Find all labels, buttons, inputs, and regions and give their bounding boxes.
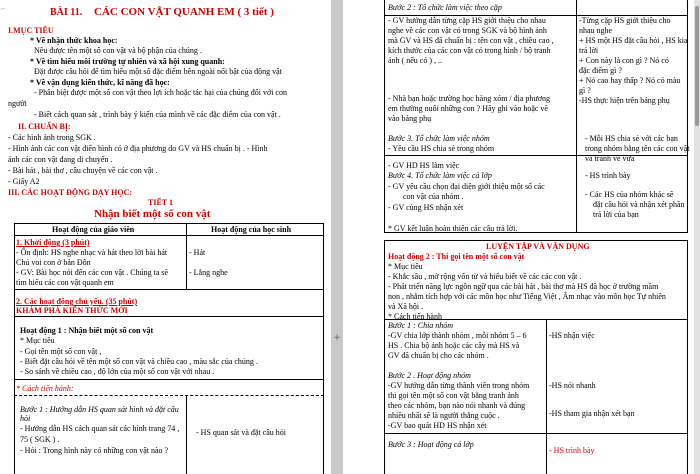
a2-step-2-teacher-line: -GV hướng dẫn từng thành viên trong nhóm [388, 381, 530, 390]
prep-item: - Hình ảnh các con vật điển hình có ở địa phương do GV và HS chuẩn bị . - Hình [8, 144, 268, 153]
a2-step-2-student-line: -HS tham gia nhận xét bạn [549, 409, 635, 418]
step-4-teacher-line: con vật của nhóm . [403, 192, 464, 201]
a2-step-2-student-line: -HS nói nhanh [549, 381, 596, 390]
objectives-heading: I.MỤC TIÊU [8, 26, 54, 35]
step-4-student-line: trả lời của bạn [593, 210, 639, 219]
activity-2-goal: - Phát triển năng lực ngôn ngữ qua các bài hát , bài thơ mà HS đã học ở trường mầm [388, 282, 659, 291]
table-row-divider [14, 235, 324, 236]
step-2-student-line: đặc điểm gì ? [579, 66, 622, 75]
a2-step-2-teacher-line: nhiều nhất sẽ là người thắng cuộc . [388, 411, 500, 420]
a2-step-1-student-line: -HS nhận việc [549, 331, 595, 340]
activity-1-goal-label: * Mục tiêu [20, 336, 55, 345]
add-page-icon[interactable]: + [333, 333, 341, 343]
table-row-divider [14, 395, 324, 396]
document-page-right [343, 0, 700, 474]
activities-heading: III. CÁC HOẠT ĐỘNG DẠY HỌC: [8, 188, 133, 197]
step-2-teacher-line: mà GV và HS đã chuẩn bị : tên con vật , chiều cao , [388, 36, 554, 45]
activity-2-goal: non , nhằm tích hợp với các môn học như Tiếng Việt , Âm nhạc vào môn học Tự nhiên [388, 292, 666, 301]
step-3-teacher-line: - GV HD HS làm việc [388, 161, 460, 170]
table-column-divider [186, 223, 187, 289]
a2-step-3-student-line: - HS trình bày [549, 446, 595, 455]
table-row-divider [14, 316, 324, 317]
table-column-divider [546, 319, 547, 474]
table-column-divider [186, 395, 187, 474]
step-4-teacher-line: - GV yêu cầu chọn đại diện giới thiệu một số các [388, 182, 545, 191]
table-column-divider [576, 0, 577, 233]
a2-step-1-teacher-line: -GV chia lớp thành nhóm , mỗi nhóm 5 – 6 [388, 331, 527, 340]
step-4-teacher-line: - GV cùng HS nhận xét [388, 203, 464, 212]
step-2-student-line: -Từng cặp HS giới thiệu cho [579, 16, 671, 25]
prep-item: ảnh các con vật đang di chuyển . [8, 155, 113, 164]
activity-2-goal-label: * Mục tiêu [388, 262, 423, 271]
start-teacher-line: - Ổn định: HS nghe nhạc và hát theo lời bài hát [16, 248, 168, 257]
step-4-student-line: - Các HS của nhóm khác sẽ [585, 190, 674, 199]
apply-text-2: - Biết cách quan sát , trình bày ý kiến của mình về các đặc điểm của con vật . [34, 110, 281, 119]
step-2-student-line: -HS thực hiện trên bảng phụ [579, 96, 670, 105]
prep-item: - Giấy A2 [8, 177, 40, 186]
knowledge-heading: * Về nhận thức khoa học: [30, 36, 118, 45]
activity-2-title: Hoạt động 2 : Thi gọi tên một số con vật [388, 252, 525, 261]
practice-heading: LUYỆN TẬP VÀ VẬN DỤNG [486, 242, 590, 251]
document-page-left [0, 0, 331, 474]
a2-step-1-label: Bước 1 : Chia nhóm [388, 321, 454, 330]
method-label: * Cách tiến hành: [16, 384, 74, 393]
table-row-divider [384, 155, 688, 156]
start-teacher-line: - GV: Bài học nói đến các con vật . Chúng ta sẽ [16, 268, 169, 277]
prep-item: - Các hình ảnh trong SGK . [8, 133, 96, 142]
a2-step-1-teacher-line: HS . Chia bộ ảnh hoặc các cây mà HS và [388, 341, 520, 350]
step-1-teacher-line: - Hướng dẫn HS cách quan sát các hình trang 74 , [20, 424, 180, 433]
step-2-student-line: + Nó cao hay thấp ? Nó có màu [579, 76, 681, 85]
step-4-student-line: - HS trình bày [585, 171, 631, 180]
activity-1-title: Hoạt động 1 : Nhận biết một số con vật [20, 326, 154, 335]
activity-2-method-label: * Cách tiến hành [388, 312, 442, 321]
lesson-number: BÀI 11. [50, 7, 83, 18]
step-2-teacher-line: vào bảng phụ [388, 114, 432, 123]
step-1-teacher-line: 75 ( SGK ) . [20, 435, 60, 444]
step-3-student-line: - Mỗi HS chia sẻ với các bạn [585, 134, 678, 143]
step-2-student-line: nhau nghe [579, 26, 613, 35]
activity-2-goal: và Xã hội . [388, 302, 424, 311]
activity-2-goal: - Khắc sâu , mở rộng vốn từ và hiểu biết về các các con vật . [388, 272, 582, 281]
step-2-teacher-line: - Nhà bạn hoặc trường học hàng xóm / địa phương [388, 94, 550, 103]
lesson-title: CÁC CON VẬT QUANH EM ( 3 tiết ) [94, 6, 274, 18]
step-1-label: Bước 1 : Hướng dẫn HS quan sát hình và đặt câu [20, 405, 179, 414]
table-row-divider [384, 433, 688, 434]
explore-text: Đặt được câu hỏi để tìm hiểu một số đặc điểm bên ngoài nổi bật của động vật [34, 67, 282, 76]
start-teacher-line: tìm hiểu các con vật quanh em [16, 278, 114, 287]
step-2-student-line: gì ? [579, 86, 591, 95]
step-1-teacher-line: - Hỏi : Trong hình này có những con vật nào ? [20, 446, 169, 455]
table-row-divider [14, 289, 324, 290]
prep-heading: II. CHUẨN BỊ: [18, 122, 71, 131]
vertical-scrollbar[interactable] [694, 0, 700, 474]
activity-1-goal: - So sánh về chiều cao , độ lớn của một số con vật với nhau . [20, 367, 215, 376]
step-2-student-line: trả lời [579, 46, 599, 55]
apply-text: - Phân biệt được một số con vật theo lợi ích hoặc tác hại của chúng đối với con [34, 88, 287, 97]
scrollbar-thumb[interactable] [695, 6, 699, 126]
start-heading: 1. Khởi động (3 phút) [16, 238, 90, 247]
a2-step-2-teacher-line: thi gọi tên một số con vật bằng tranh ảnh [388, 391, 519, 400]
step-2-label: Bước 2 : Tổ chức làm việc theo cặp [388, 3, 502, 12]
step-4-label: Bước 4. Tổ chức làm việc cả lớp [388, 171, 492, 180]
table-row-divider [384, 319, 688, 320]
step-2-teacher-line: kích thước của các con vật có trong hình / bộ tranh [388, 46, 551, 55]
a2-step-3-label: Bước 3 : Hoạt động cả lớp [388, 440, 474, 449]
period-label: TIẾT 1 [148, 198, 173, 207]
step-4-student-line: đặt câu hỏi và nhận xét phần [593, 200, 685, 209]
step-2-teacher-line: - GV hướng dẫn từng cặp HS giới thiệu cho nhau [388, 16, 546, 25]
table-row-divider [14, 379, 324, 380]
paragraph-mark-icon: ⌐ [1, 5, 5, 13]
page-gutter [331, 0, 343, 474]
step-2-student-line: + Con này là con gì ? Nó có [579, 56, 669, 65]
prep-item: - Bài hát , bài thơ , câu chuyện về các con vật . [8, 166, 158, 175]
start-teacher-line: Chú voi con ở bản Đôn [16, 258, 91, 267]
step-2-student-line: + HS một HS đặt câu hỏi , HS kia [579, 36, 688, 45]
a2-step-2-teacher-line: -GV bao quát HD HS nhận xét [388, 421, 487, 430]
knowledge-text: Nêu được tên một số con vật và bộ phận của chúng . [34, 46, 202, 55]
step-2-teacher-line: ảnh ( nếu có ) , .. [388, 56, 442, 65]
step-3-student-line: và tranh vẽ vừa [585, 154, 635, 163]
apply-heading: * Về vận dụng kiến thức, kĩ năng đã học: [30, 78, 170, 87]
explore-heading: * Về tìm hiểu môi trường tự nhiên và xã hội xung quanh: [30, 57, 225, 66]
table-header-student: Hoạt động của học sinh [211, 225, 292, 234]
a2-step-2-label: Bước 2 . Hoạt động nhóm [388, 371, 471, 380]
activity-1-goal: - Gọi tên một số con vật , [20, 347, 102, 356]
step-3-label: Bước 3. Tổ chức làm việc nhóm [388, 134, 490, 143]
new-subheading: KHÁM PHÁ KIẾN THỨC MỚI [16, 306, 128, 315]
new-heading: 2. Các hoạt động chủ yếu. (35 phút) [16, 297, 138, 306]
start-student-line: - Lắng nghe [189, 268, 228, 277]
step-1-student-line: - HS quan sát và đặt câu hỏi [196, 428, 286, 437]
step-1-label-cont: hỏi [20, 414, 31, 423]
activity-1-goal: - Biết đặt câu hỏi về tên một số con vật và chiều cao , màu sắc của chúng . [20, 357, 258, 366]
conclusion: * GV kết luận hoàn thiện các câu trả lời. [388, 224, 518, 233]
a2-step-2-teacher-line: theo các nhóm, bạn nào nói nhanh và đúng [388, 401, 526, 410]
period-title: Nhận biết một số con vật [94, 208, 211, 220]
table-header-teacher: Hoạt động của giáo viên [52, 225, 135, 234]
a2-step-1-teacher-line: GV đã chuẩn bị cho các nhóm . [388, 351, 489, 360]
step-3-teacher-line: - Yêu cầu HS chia sẻ trong nhóm [388, 144, 495, 153]
step-2-teacher-line: em thường nuôi những con ? Hãy ghi vào hoặc vẽ [388, 104, 548, 113]
start-student-line: - Hát [189, 248, 206, 257]
step-2-teacher-line: nghe về các con vật có trong SGK và bộ hình ảnh [388, 26, 547, 35]
apply-text-cont: người [8, 99, 27, 108]
step-3-student-line: trong nhóm bằng tên các con vật [585, 144, 690, 153]
